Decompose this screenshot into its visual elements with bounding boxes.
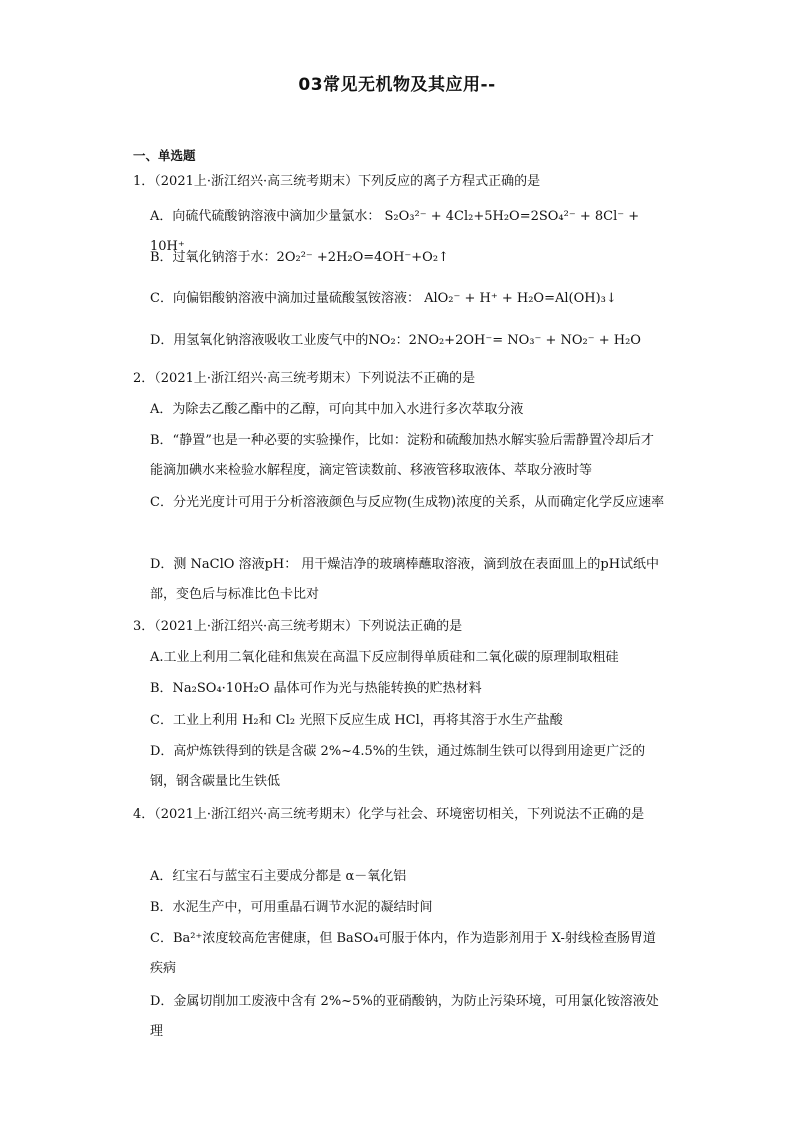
question-3-option-d: D．高炉炼铁得到的铁是含碳 2%~4.5%的生铁，通过炼制生铁可以得到用途更广泛的钢，钢含碳量比生铁低: [150, 744, 646, 789]
question-4-option-b: B．水泥生产中，可用重晶石调节水泥的凝结时间: [150, 900, 433, 915]
question-4-option-a: A．红宝石与蓝宝石主要成分都是 α－氧化铝: [150, 869, 407, 884]
question-1-option-d: D．用氢氧化钠溶液吸收工业废气中的NO₂：2NO₂+2OH⁻= NO₃⁻ + NO₂⁻ + H₂O: [150, 333, 641, 348]
question-3-option-a: A.工业上利用二氧化硅和焦炭在高温下反应制得单质硅和二氧化碳的原理制取粗硅: [150, 650, 619, 665]
section-heading: 一、单选题: [133, 148, 196, 163]
question-1-option-b: B．过氧化钠溶于水：2O₂²⁻ +2H₂O=4OH⁻+O₂↑: [150, 250, 449, 265]
question-2-stem: 2．（2021上·浙江绍兴·高三统考期末）下列说法不正确的是: [133, 371, 476, 386]
question-3-option-b: B．Na₂SO₄·10H₂O 晶体可作为光与热能转换的贮热材料: [150, 681, 482, 696]
question-3-stem: 3．（2021上·浙江绍兴·高三统考期末）下列说法正确的是: [133, 619, 463, 634]
question-1-stem: 1．（2021上·浙江绍兴·高三统考期末）下列反应的离子方程式正确的是: [133, 174, 541, 189]
question-2-option-a: A．为除去乙酸乙酯中的乙醇，可向其中加入水进行多次萃取分液: [150, 402, 524, 417]
question-4-stem: 4．（2021上·浙江绍兴·高三统考期末）化学与社会、环境密切相关，下列说法不正确的是: [133, 807, 645, 822]
question-2-option-d: D．测 NaClO 溶液pH： 用干燥洁净的玻璃棒蘸取溶液，滴到放在表面皿上的pH试纸中部，变色后与标准比色卡比对: [150, 557, 660, 602]
question-4-option-d: D．金属切削加工废液中含有 2%~5%的亚硝酸钠，为防止污染环境，可用氯化铵溶液处理: [150, 994, 659, 1039]
question-2-option-c: C．分光光度计可用于分析溶液颜色与反应物(生成物)浓度的关系，从而确定化学反应速率: [150, 495, 665, 510]
question-3-option-c: C．工业上利用 H₂和 Cl₂ 光照下反应生成 HCl，再将其溶于水生产盐酸: [150, 713, 563, 728]
question-1-option-a: A．向硫代硫酸钠溶液中滴加少量氯水： S₂O₃²⁻ + 4Cl₂+5H₂O=2SO₄²⁻ + 8Cl⁻ + 10H⁺: [150, 209, 640, 254]
question-4-option-c: C．Ba²⁺浓度较高危害健康，但 BaSO₄可服于体内，作为造影剂用于 X-射线检查肠胃道疾病: [150, 931, 656, 976]
page-title: 03常见无机物及其应用--: [298, 75, 496, 95]
question-2-option-b: B．“静置”也是一种必要的实验操作，比如：淀粉和硫酸加热水解实验后需静置冷却后才能滴加碘水来检验水解程度，滴定管读数前、移液管移取液体、萃取分液时等: [150, 433, 654, 478]
question-1-option-c: C．向偏铝酸钠溶液中滴加过量硫酸氢铵溶液： AlO₂⁻ + H⁺ + H₂O=Al(OH)₃↓: [150, 291, 617, 306]
